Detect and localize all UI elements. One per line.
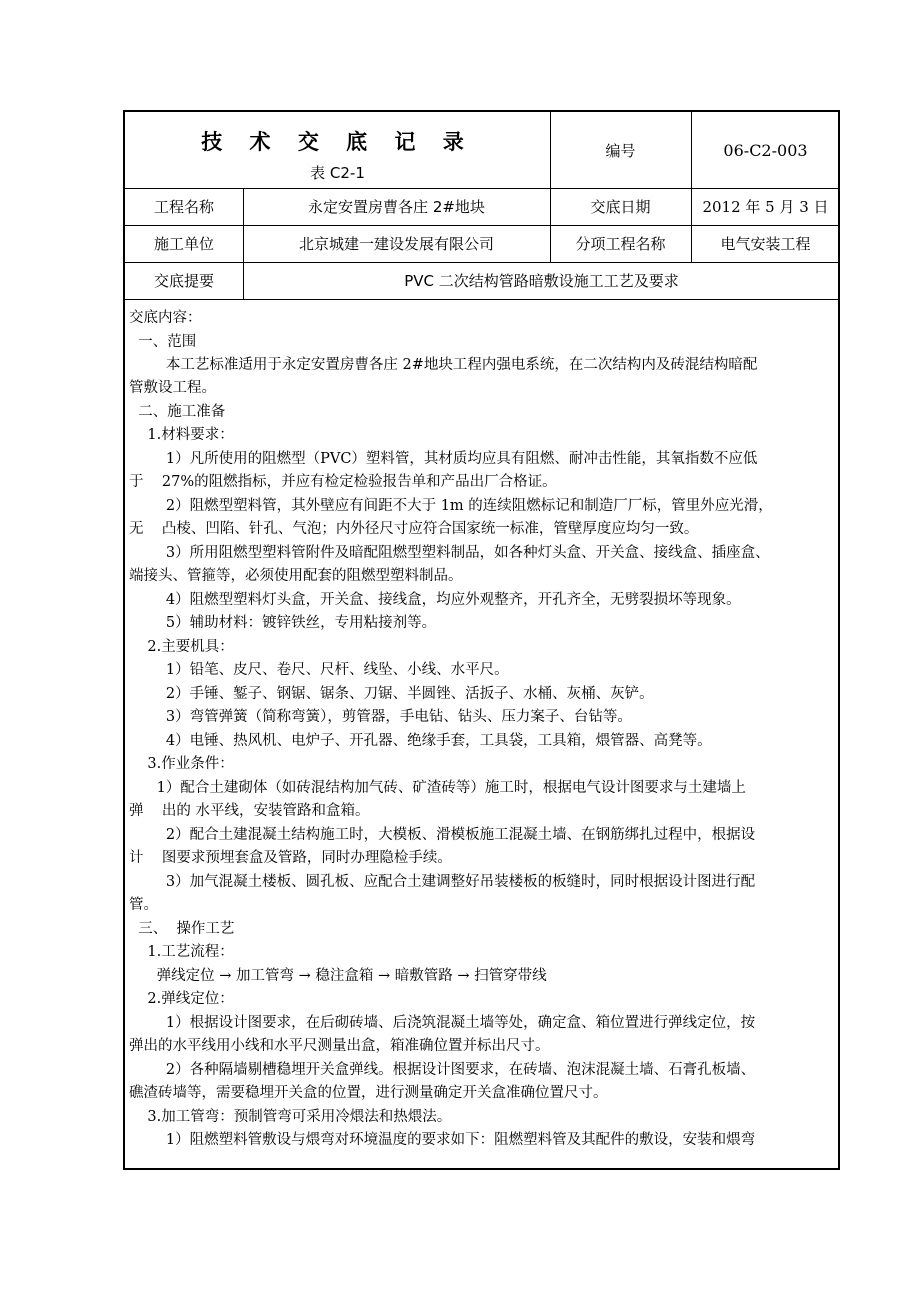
unit-label: 施工单位: [153, 235, 214, 253]
row-divider: [125, 299, 838, 300]
unit-value: 北京城建一建设发展有限公司: [298, 235, 494, 253]
technical-disclosure-form: [123, 110, 840, 1170]
form-number: 表 C2-1: [310, 164, 365, 182]
content-line: 礁渣砖墙等，需要稳埋开关盒的位置，进行测量确定开关盒准确位置尺寸。: [129, 1085, 608, 1101]
date-value: 2012 年 5 月 3 日: [702, 198, 829, 216]
content-line: 1.材料要求：: [129, 427, 234, 443]
subproject-value: 电气安装工程: [720, 235, 811, 253]
content-line: 1）阻燃塑料管敷设与煨弯对环境温度的要求如下：阻燃塑料管及其配件的敷设，安装和煨弯: [129, 1132, 756, 1148]
content-line: 2）手锤、錾子、钢锯、锯条、刀锯、半圆锉、活扳子、水桶、灰桶、灰铲。: [129, 686, 654, 702]
summary-label: 交底提要: [153, 272, 214, 290]
content-line: 2.弹线定位：: [129, 991, 234, 1007]
content-line: 弹线定位 → 加工管弯 → 稳注盒箱 → 暗敷管路 → 扫管穿带线: [129, 968, 547, 984]
content-line: 计 图要求预埋套盒及管路，同时办理隐检手续。: [129, 850, 452, 866]
content-line: 4）电锤、热风机、电炉子、开孔器、绝缘手套，工具袋，工具箱，煨管器、高凳等。: [129, 733, 712, 749]
form-title: 技 术 交 底 记 录: [201, 130, 474, 154]
content-line: 三、 操作工艺: [129, 921, 235, 937]
content-line: 3.作业条件：: [129, 756, 234, 772]
content-line: 3.加工管弯：预制管弯可采用冷煨法和热煨法。: [129, 1109, 452, 1125]
project-label: 工程名称: [153, 198, 214, 216]
project-value: 永定安置房曹各庄 2#地块: [308, 198, 485, 216]
content-line: 管。: [129, 897, 158, 913]
content-line: 一、范围: [129, 334, 197, 350]
content-line: 弹出的水平线用小线和水平尺测量出盒，箱准确位置并标出尺寸。: [129, 1038, 550, 1054]
content-line: 1.工艺流程：: [129, 944, 234, 960]
content-line: 于 27%的阻燃指标，并应有检定检验报告单和产品出厂合格证。: [129, 474, 557, 490]
content-line: 5）辅助材料：镀锌铁丝，专用粘接剂等。: [129, 615, 437, 631]
content-line: 二、施工准备: [129, 404, 226, 420]
content-line: 无 凸棱、凹陷、针孔、气泡；内外径尺寸应符合国家统一标准，管壁厚度应均匀一致。: [129, 521, 699, 537]
code-label: 编号: [605, 141, 636, 160]
content-line: 3）所用阻燃型塑料管附件及暗配阻燃型塑料制品，如各种灯头盒、开关盒、接线盒、插座盒、: [129, 545, 770, 561]
content-line: 1）凡所使用的阻燃型（PVC）塑料管，其材质均应具有阻燃、耐冲击性能，其氧指数不应低: [129, 451, 758, 467]
code-value: 06-C2-003: [723, 140, 808, 160]
content-line: 交底内容：: [129, 310, 202, 326]
content-line: 2）阻燃型塑料管，其外壁应有间距不大于 1m 的连续阻燃标记和制造厂厂标，管里外应光滑，: [129, 498, 773, 514]
content-line: 1）配合土建砌体（如砖混结构加气砖、矿渣砖等）施工时，根据电气设计图要求与土建墙上: [129, 780, 746, 796]
content-line: 1）根据设计图要求，在后砌砖墙、后浇筑混凝土墙等处，确定盒、箱位置进行弹线定位，按: [129, 1015, 756, 1031]
content-line: 本工艺标准适用于永定安置房曹各庄 2#地块工程内强电系统，在二次结构内及砖混结构暗配: [129, 357, 758, 373]
content-line: 管敷设工程。: [129, 380, 216, 396]
content-line: 弹 出的 水平线，安装管路和盒箱。: [129, 803, 370, 819]
content-line: 端接头、管箍等，必须使用配套的阻燃型塑料制品。: [129, 568, 463, 584]
date-label: 交底日期: [590, 198, 651, 216]
subproject-label: 分项工程名称: [575, 235, 666, 253]
content-line: 3）弯管弹簧（简称弯簧），剪管器，手电钻、钻头、压力案子、台钻等。: [129, 709, 632, 725]
content-line: 4）阻燃型塑料灯头盒，开关盒、接线盒，均应外观整齐，开孔齐全，无劈裂损坏等现象。: [129, 592, 741, 608]
content-line: 2）配合土建混凝土结构施工时，大模板、滑模板施工混凝土墙、在钢筋绑扎过程中，根据设: [129, 827, 756, 843]
summary-value: PVC 二次结构管路暗敷设施工工艺及要求: [404, 272, 679, 290]
content-line: 1）铅笔、皮尺、卷尺、尺杆、线坠、小线、水平尺。: [129, 662, 509, 678]
content-line: 2）各种隔墙剔槽稳埋开关盒弹线。根据设计图要求，在砖墙、泡沫混凝土墙、石膏孔板墙、: [129, 1062, 756, 1078]
content-line: 3）加气混凝土楼板、圆孔板、应配合土建调整好吊装楼板的板缝时，同时根据设计图进行配: [129, 874, 756, 890]
content-line: 2.主要机具：: [129, 639, 234, 655]
